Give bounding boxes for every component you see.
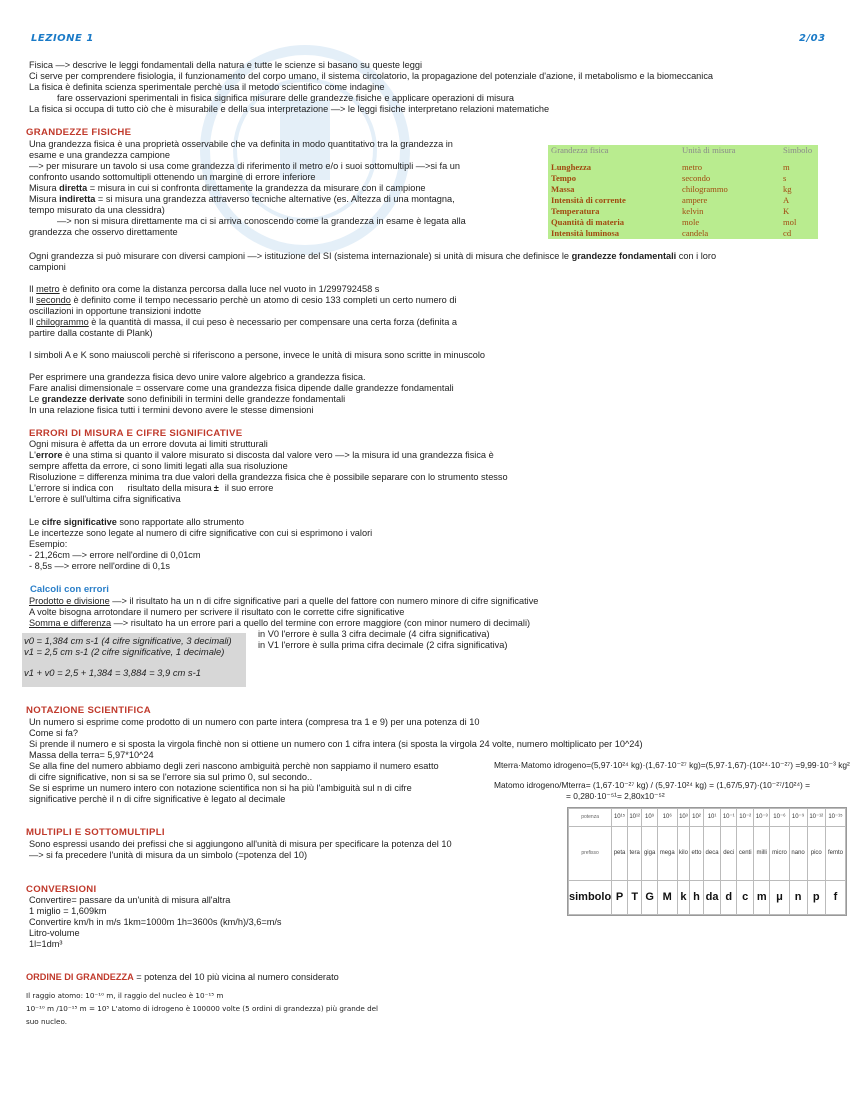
ordine-line: suo nucleo. <box>26 1017 68 1026</box>
misura-indiretta: Misura indiretta = si misura una grandezza attraverso tecniche alternative (es. Altezza di una montagna, <box>29 194 455 204</box>
def-metro: Il metro è definito ora come la distanza percorsa dalla luce nel vuoto in 1/299792458 s <box>29 284 380 294</box>
grandezze-line: esame e una grandezza campione <box>29 150 170 160</box>
table-row: Intensità di corrente ampere A <box>551 195 790 205</box>
table-row: Temperatura kelvin K <box>551 206 790 216</box>
cifre-line: Esempio: <box>29 539 68 549</box>
misura-diretta: Misura diretta = misura in cui si confronta direttamente la grandezza da misurare con il campione <box>29 183 426 193</box>
formula-sum: v1 + v0 = 2,5 + 1,384 = 3,884 = 3,9 cm s-1 <box>24 667 201 678</box>
section-title-grandezze: GRANDEZZE FISICHE <box>26 127 132 138</box>
si-units-table <box>548 145 818 239</box>
calcoli-line: A volte bisogna arrotondare il numero per scrivere il risultato con le corrette cifre significative <box>29 607 405 617</box>
prefix-symbols-row: simbolo P T G M k h da d c m μ n p f <box>569 881 846 915</box>
notazione-line: Massa della terra= 5,97*10^24 <box>29 750 154 760</box>
formula-v1: v1 = 2,5 cm s-1 (2 cifre significative, 1 decimale) <box>24 646 225 657</box>
formula-box <box>22 633 246 687</box>
intro-line-5: La fisica si occupa di tutto ciò che è misurabile e della sua interpretazione —> le leggi fisiche interpretano relazioni matematiche <box>29 104 550 114</box>
grandezze-line: —> non si misura direttamente ma ci si arriva conoscendo come la grandezza in esame è legata alla <box>57 216 466 226</box>
notazione-line: Un numero si esprime come prodotto di un numero con parte intera (compresa tra 1 e 9) per una potenza di 10 <box>29 717 480 727</box>
errori-line: L'errore è una stima si quanto il valore misurato si discosta dal valore vero —> la misura id una grandezza fisica è <box>29 450 494 460</box>
grandezze-line: tempo misurato da una clessidra) <box>29 205 165 215</box>
grandezze-line: grandezza che osservo direttamente <box>29 227 178 237</box>
table-row: Massa chilogrammo kg <box>551 184 792 194</box>
prefix-powers-row: potenza 10¹⁵ 10¹² 10⁹ 10⁶ 10³ 10² 10¹ 10⁻¹ 10⁻² 10⁻³ 10⁻⁶ 10⁻⁹ 10⁻¹² 10⁻¹⁵ <box>569 809 846 827</box>
calcoli-note-v0: in V0 l'errore è sulla 3 cifra decimale (4 cifra significativa) <box>258 629 490 639</box>
table-row: Tempo secondo s <box>551 173 787 183</box>
calcoli-line: Prodotto e divisione —> il risultato ha un n di cifre significative pari a quelle del fattore con numero minore di cifre significative <box>29 596 539 606</box>
conversioni-line: Convertire km/h in m/s 1km=1000m 1h=3600s (km/h)/3,6=m/s <box>29 917 282 927</box>
esprimere-line: Per esprimere una grandezza fisica devo unire valore algebrico a grandezza fisica. <box>29 372 366 382</box>
ordine-line: 10⁻¹⁰ m /10⁻¹⁵ m = 10⁵ L'atomo di idrogeno è 100000 volte (5 ordini di grandezza) più grande del <box>26 1004 379 1013</box>
intro-line-1: Fisica —> descrive le leggi fondamentali della natura e tutte le scienze si basano su queste leggi <box>29 60 422 70</box>
notazione-line: Si prende il numero e si sposta la virgola finchè non si ottiene un numero con 1 cifra intera (si sposta la virgola 24 volte, numero moltiplicato per 10^24) <box>29 739 643 749</box>
campioni-line: Ogni grandezza si può misurare con diversi campioni —> istituzione del SI (sistema internazionale) si unità di misura che definisce le grandezze fondamentali con i loro <box>29 251 717 261</box>
grandezze-line: Una grandezza fisica è una proprietà osservabile che va definita in modo quantitativo tra la grandezza in <box>29 139 453 149</box>
errori-line: L'errore è sull'ultima cifra significativa <box>29 494 181 504</box>
page-date: 2/03 <box>799 33 826 44</box>
derivate-line: Le grandezze derivate sono definibili in termini delle grandezze fondamentali <box>29 394 346 404</box>
multipli-line: Sono espressi usando dei prefissi che si aggiungono all'unità di misura per specificare la potenza del 10 <box>29 839 452 849</box>
ordine-title-line: ORDINE DI GRANDEZZA = potenza del 10 più vicina al numero considerato <box>26 972 339 982</box>
prefix-names-row: prefisso peta tera giga mega kilo etto deca deci centi milli micro nano pico femto <box>569 827 846 881</box>
intro-line-2: Ci serve per comprendere fisiologia, il funzionamento del corpo umano, il sistema circolatorio, la propagazione del potenziale d'azione, il metabolismo e la biomeccanica <box>29 71 714 81</box>
notazione-line: significative perchè il n di cifre significative è legato al decimale <box>29 794 286 804</box>
def-chilogrammo-2: partire dalla costante di Plank) <box>29 328 153 338</box>
relazione-line: In una relazione fisica tutti i termini devono avere le stesse dimensioni <box>29 405 314 415</box>
def-chilogrammo: Il chilogrammo è la quantità di massa, il cui peso è necessario per compensare una certa forza (definita a <box>29 317 457 327</box>
notazione-line: Se alla fine del numero abbiamo degli zeri nascono ambiguità perchè non sappiamo il numero esatto <box>29 761 439 771</box>
cifre-line: Le cifre significative sono rapportate allo strumento <box>29 517 245 527</box>
analisi-line: Fare analisi dimensionale = osservare come una grandezza fisica dipende dalle grandezze fondamentali <box>29 383 454 393</box>
conversioni-line: Litro-volume <box>29 928 80 938</box>
table-row: Intensità luminosa candela cd <box>551 228 792 238</box>
notazione-line: di cifre significative, non si sa se l'errore sia sul primo 0, sul secondo.. <box>29 772 313 782</box>
intro-line-3: La fisica è definita scienza sperimentale perchè usa il metodo scientifico come indagine <box>29 82 385 92</box>
equation-product: Mterra·Matomo idrogeno=(5,97·10²⁴ kg)·(1,67·10⁻²⁷ kg)=(5,97·1,67)·(10²⁴·10⁻²⁷) =9,99·10⁻³ kg² <box>494 760 850 770</box>
formula-v0: v0 = 1,384 cm s-1 (4 cifre significative, 3 decimali) <box>24 635 232 646</box>
section-title-conversioni: CONVERSIONI <box>26 884 97 895</box>
simboli-line: I simboli A e K sono maiuscoli perchè si riferiscono a persone, invece le unità di misura sono scritte in minuscolo <box>29 350 486 360</box>
errori-line: Risoluzione = differenza minima tra due valori della grandezza fisica che è possibile separare con lo strumento stesso <box>29 472 508 482</box>
conversioni-line: 1l=1dm³ <box>29 939 63 949</box>
table-row: Quantità di materia mole mol <box>551 217 797 227</box>
conversioni-line: Convertire= passare da un'unità di misura all'altra <box>29 895 231 905</box>
cifre-line: - 8,5s —> errore nell'ordine di 0,1s <box>29 561 170 571</box>
intro-line-4: fare osservazioni sperimentali in fisica significa misurare delle grandezze fisiche e applicare operazioni di misura <box>57 93 515 103</box>
errori-line: Ogni misura è affetta da un errore dovuta ai limiti strutturali <box>29 439 268 449</box>
multipli-line: —> si fa precedere l'unità di misura da un simbolo (=potenza del 10) <box>29 850 308 860</box>
calcoli-note-v1: in V1 l'errore è sulla prima cifra decimale (2 cifra significativa) <box>258 640 508 650</box>
calcoli-line: Somma e differenza —> risultato ha un errore pari a quello del termine con errore maggiore (con minor numero di decimali) <box>29 618 531 628</box>
notazione-line: Come si fa? <box>29 728 79 738</box>
cifre-line: Le incertezze sono legate al numero di cifre significative con cui si esprimono i valori <box>29 528 373 538</box>
notazione-line: Se si esprime un numero intero con notazione scientifica non si ha più l'ambiguità sul n di cifre <box>29 783 412 793</box>
errori-line: L'errore si indica con risultato della misura ± il suo errore <box>29 483 274 493</box>
section-title-notazione: NOTAZIONE SCIENTIFICA <box>26 705 151 716</box>
table-row: Lunghezza metro m <box>551 162 790 172</box>
section-title-multipli: MULTIPLI E SOTTOMULTIPLI <box>26 827 165 838</box>
campioni-line-2: campioni <box>29 262 66 272</box>
lesson-label: LEZIONE 1 <box>31 33 94 44</box>
table-header-row: Grandezza fisica Unità di misura Simbolo <box>551 145 813 155</box>
conversioni-line: 1 miglio = 1,609km <box>29 906 107 916</box>
cifre-line: - 21,26cm —> errore nell'ordine di 0,01cm <box>29 550 201 560</box>
def-secondo-2: oscillazioni in opportune transizioni indotte <box>29 306 202 316</box>
ordine-line: Il raggio atomo: 10⁻¹⁰ m, il raggio del nucleo è 10⁻¹⁵ m <box>26 991 224 1000</box>
section-title-errori: ERRORI DI MISURA E CIFRE SIGNIFICATIVE <box>29 428 243 439</box>
errori-line: sempre affetta da errore, ci sono limiti legati alla sua risoluzione <box>29 461 288 471</box>
prefix-table <box>567 807 847 916</box>
equation-ratio-result: = 0,280·10⁻⁵¹= 2,80x10⁻⁵² <box>566 791 665 801</box>
grandezze-line: —> per misurare un tavolo si usa come grandezza di riferimento il metro e/o i suoi sottomultipli —>si fa un <box>29 161 460 171</box>
equation-ratio: Matomo idrogeno/Mterra= (1,67·10⁻²⁷ kg) / (5,97·10²⁴ kg) = (1,67/5,97)·(10⁻²⁷/10²⁴) = <box>494 780 811 790</box>
section-title-calcoli: Calcoli con errori <box>30 584 109 595</box>
grandezze-line: confronto usando sottomultipli ottenendo un margine di errore inferiore <box>29 172 316 182</box>
def-secondo: Il secondo è definito come il tempo necessario perchè un atomo di cesio 133 completi un certo numero di <box>29 295 457 305</box>
